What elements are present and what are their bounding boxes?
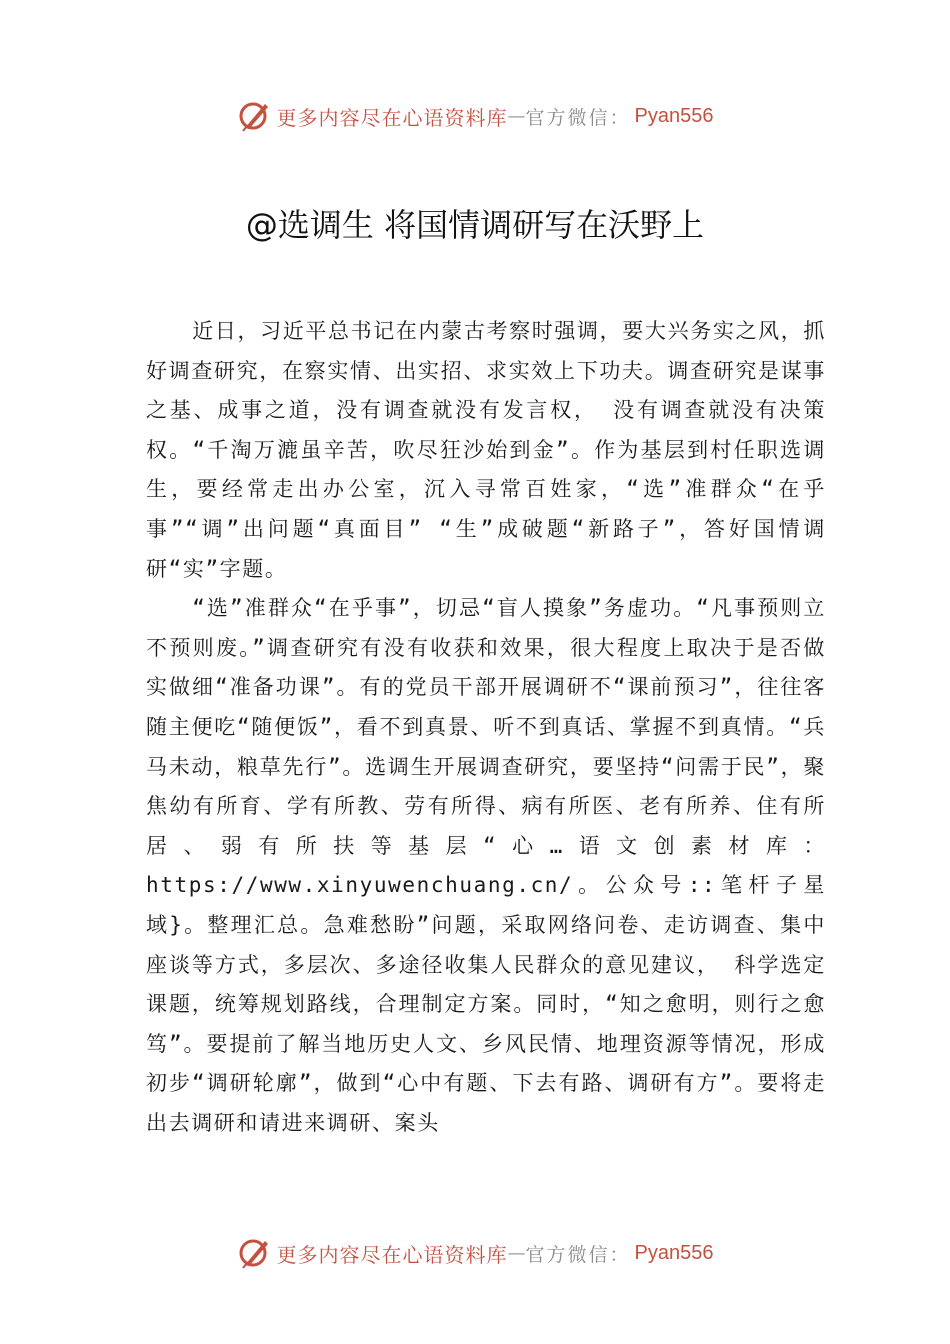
article-body	[146, 312, 826, 1143]
article-title: @选调生 将国情调研写在沃野上	[245, 206, 705, 244]
banner-dash: —	[507, 1242, 526, 1264]
banner-wechat-id: Pyan556	[634, 104, 714, 127]
quill-logo-icon	[237, 98, 273, 134]
paragraph-1: 近日，习近平总书记在内蒙古考察时强调，要大兴务实之风，抓好调查研究，在察实情、出实招、求实效上下功夫。调查研究是谋事之基、成事之道，没有调查就没有发言权， 没有调查就没有决策权。“千淘万漉虽辛苦，吹尽狂沙始到金”。作为基层到村任职选调生，要经常走出办公室，沉入寻常百姓家，“选”准群众“在乎事”“调”出问题“真面目” “生”成破题“新路子”，答好国情调研“实”字题。	[146, 319, 826, 581]
header-banner	[0, 96, 950, 136]
banner-wechat-label: 官方微信：	[525, 1243, 631, 1266]
quill-logo-icon	[237, 1235, 273, 1271]
footer-banner	[0, 1233, 950, 1273]
banner-wechat-label: 官方微信：	[525, 106, 631, 129]
banner-text: 更多内容尽在心语资料库	[276, 1242, 508, 1267]
banner-dash: —	[507, 105, 526, 127]
banner-wechat-id: Pyan556	[634, 1241, 714, 1264]
paragraph-2: “选”准群众“在乎事”，切忌“盲人摸象”务虚功。“凡事预则立不预则废。”调查研究有没有收获和效果，很大程度上取决于是否做实做细“准备功课”。有的党员干部开展调研不“课前预习”，往往客随主便吃“随便饭”，看不到真景、听不到真话、掌握不到真情。“兵马未动，粮草先行”。选调生开展调查研究，要坚持“问需于民”，聚焦幼有所育、学有所教、劳有所得、病有所医、老有所养、住有所居、弱有所扶等基层“心…语文创素材库：https://www.xinyuwenchuang.cn/。公众号::笔杆子星域}。整理汇总。急难愁盼”问题，采取网络问卷、走访调查、集中座谈等方式，多层次、多途径收集人民群众的意见建议， 科学选定课题，统筹规划路线，合理制定方案。同时，“知之愈明，则行之愈笃”。要提前了解当地历史人文、乡风民情、地理资源等情况，形成初步“调研轮廓”，做到“心中有题、下去有路、调研有方”。要将走出去调研和请进来调研、案头	[146, 596, 826, 1135]
banner-text: 更多内容尽在心语资料库	[276, 105, 508, 130]
